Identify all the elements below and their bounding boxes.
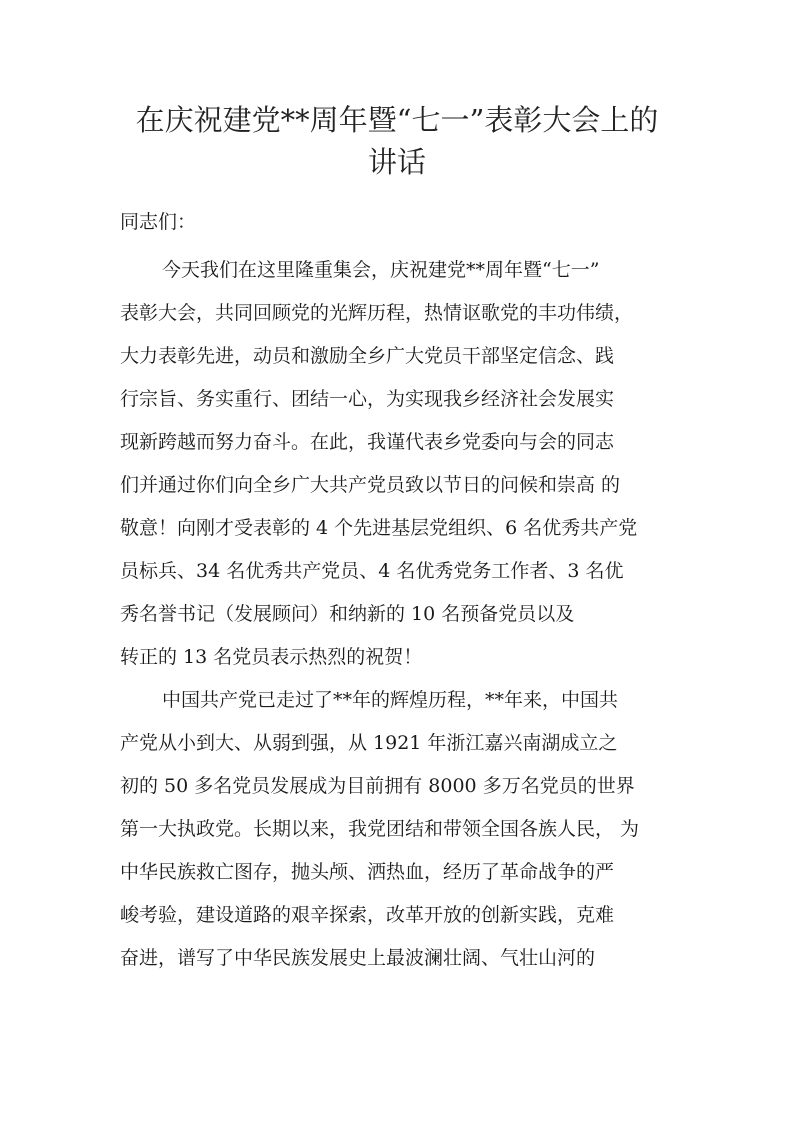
paragraph-line: 表彰大会，共同回顾党的光辉历程，热情讴歌党的丰功伟绩， xyxy=(120,302,634,324)
paragraph-line: 奋进，谱写了中华民族发展史上最波澜壮阔、气壮山河的 xyxy=(120,947,596,969)
paragraph-line: 峻考验，建设道路的艰辛探索，改革开放的创新实践，克难 xyxy=(120,904,615,926)
paragraph-line: 员标兵、34 名优秀共产党员、4 名优秀党务工作者、3 名优 xyxy=(120,560,624,582)
paragraph-line: 们并通过你们向全乡广大共产党员致以节日的问候和崇高 的 xyxy=(120,474,621,496)
paragraph-line: 敬意！向刚才受表彰的 4 个先进基层党组织、6 名优秀共产党 xyxy=(120,517,638,539)
salutation: 同志们： xyxy=(120,211,197,233)
document-title-line-1: 在庆祝建党**周年暨“七一”表彰大会上的 xyxy=(135,103,659,137)
paragraph-line: 初的 50 多名党员发展成为目前拥有 8000 多万名党员的世界 xyxy=(120,775,635,797)
paragraph-line: 今天我们在这里隆重集会，庆祝建党**周年暨“七一” xyxy=(162,259,600,281)
paragraph-line: 转正的 13 名党员表示热烈的祝贺！ xyxy=(120,646,423,668)
paragraph-line: 中国共产党已走过了**年的辉煌历程，**年来，中国共 xyxy=(162,689,619,711)
paragraph-line: 中华民族救亡图存，抛头颅、洒热血，经历了革命战争的严 xyxy=(120,861,615,883)
paragraph-line: 第一大执政党。长期以来，我党团结和带领全国各族人民， 为 xyxy=(120,818,640,840)
paragraph-line: 秀名誉书记（发展顾问）和纳新的 10 名预备党员以及 xyxy=(120,603,575,625)
document-title-line-2: 讲话 xyxy=(367,145,426,179)
paragraph-line: 行宗旨、务实重行、团结一心，为实现我乡经济社会发展实 xyxy=(120,388,615,410)
paragraph-line: 现新跨越而努力奋斗。在此，我谨代表乡党委向与会的同志 xyxy=(120,431,615,453)
paragraph-line: 产党从小到大、从弱到强，从 1921 年浙江嘉兴南湖成立之 xyxy=(120,732,618,754)
paragraph-line: 大力表彰先进，动员和激励全乡广大党员干部坚定信念、践 xyxy=(120,345,615,367)
